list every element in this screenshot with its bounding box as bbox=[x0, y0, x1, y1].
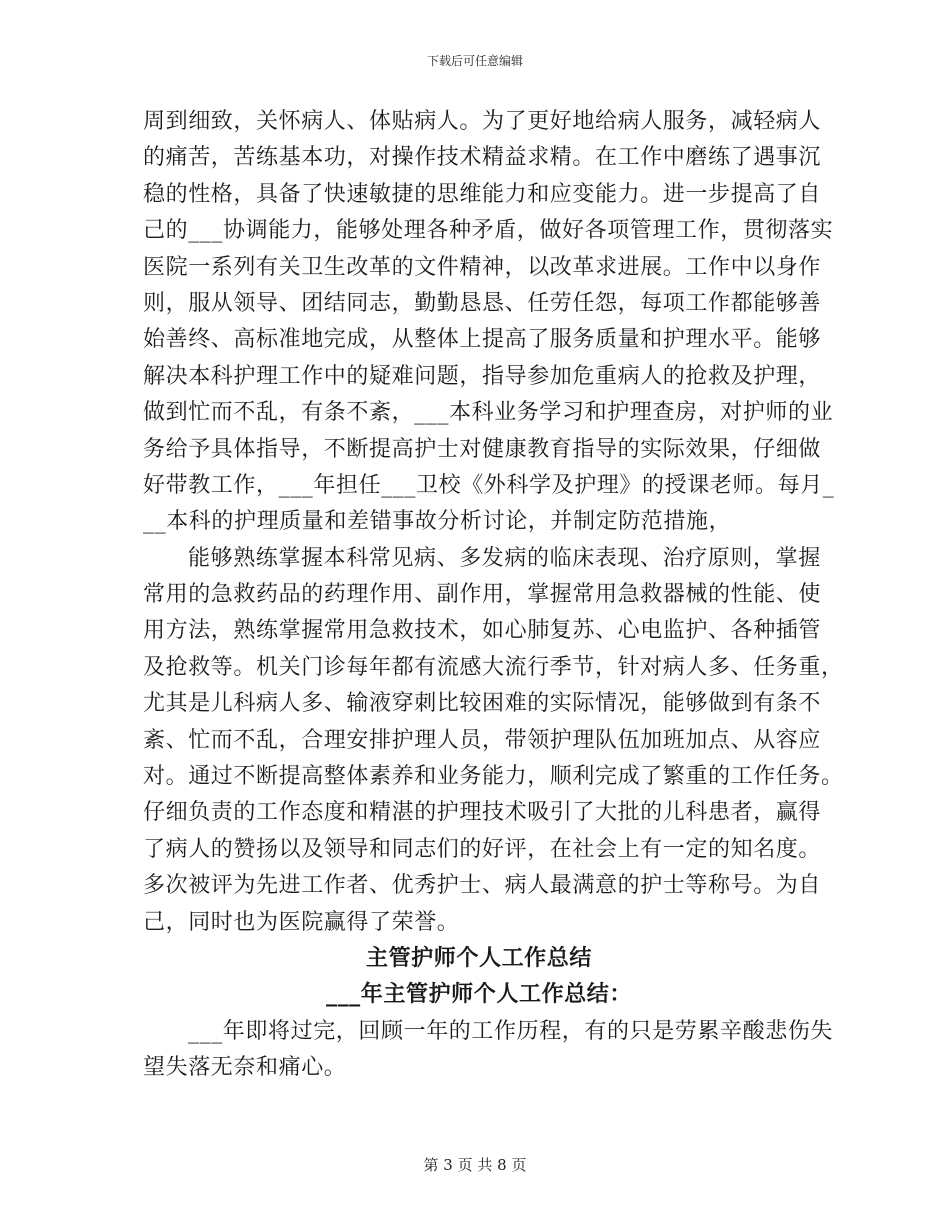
body-line: 己的___协调能力，能够处理各种矛盾，做好各项管理工作，贯彻落实 bbox=[143, 218, 834, 244]
body-line: 始善终、高标准地完成，从整体上提高了服务质量和护理水平。能够 bbox=[143, 327, 822, 353]
body-line: 的痛苦，苦练基本功，对操作技术精益求精。在工作中磨练了遇事沉 bbox=[143, 145, 822, 171]
page-number-indicator: 第 3 页 共 8 页 bbox=[423, 1156, 527, 1174]
body-line: 务给予具体指导，不断提高护士对健康教育指导的实际效果，仔细做 bbox=[143, 436, 822, 462]
document-body bbox=[143, 104, 844, 1087]
subsection-heading: ___年主管护师个人工作总结： bbox=[325, 982, 632, 1008]
body-line: 了病人的赞扬以及领导和同志们的好评，在社会上有一定的知名度。 bbox=[143, 836, 822, 862]
body-line: 紊、忙而不乱，合理安排护理人员，带领护理队伍加班加点、从容应 bbox=[143, 727, 822, 753]
body-line: 常用的急救药品的药理作用、副作用，掌握常用急救器械的性能、使 bbox=[143, 582, 822, 608]
body-line: __本科的护理质量和差错事故分析讨论，并制定防范措施， bbox=[143, 509, 732, 535]
body-line: 做到忙而不乱，有条不紊，___本科业务学习和护理查房，对护师的业 bbox=[143, 400, 834, 426]
body-line: 及抢救等。机关门诊每年都有流感大流行季节，针对病人多、任务重， bbox=[143, 654, 844, 680]
body-line: 对。通过不断提高整体素养和业务能力，顺利完成了繁重的工作任务。 bbox=[143, 764, 844, 790]
body-line: 医院一系列有关卫生改革的文件精神，以改革求进展。工作中以身作 bbox=[143, 254, 822, 280]
body-line: 用方法，熟练掌握常用急救技术，如心肺复苏、心电监护、各种插管 bbox=[143, 618, 822, 644]
body-line: 多次被评为先进工作者、优秀护士、病人最满意的护士等称号。为自 bbox=[143, 873, 822, 899]
body-line: 望失落无奈和痛心。 bbox=[143, 1055, 347, 1081]
body-line: 稳的性格，具备了快速敏捷的思维能力和应变能力。进一步提高了自 bbox=[143, 181, 822, 207]
body-line: 仔细负责的工作态度和精湛的护理技术吸引了大批的儿科患者，赢得 bbox=[143, 800, 822, 826]
body-line-paragraph-start: ___年即将过完，回顾一年的工作历程，有的只是劳累辛酸悲伤失 bbox=[188, 1018, 834, 1044]
section-heading: 主管护师个人工作总结 bbox=[365, 945, 592, 971]
body-line: 解决本科护理工作中的疑难问题，指导参加危重病人的抢救及护理， bbox=[143, 363, 822, 389]
body-line: 则，服从领导、团结同志，勤勤恳恳、任劳任怨，每项工作都能够善 bbox=[143, 290, 822, 316]
body-line: 尤其是儿科病人多、输液穿刺比较困难的实际情况，能够做到有条不 bbox=[143, 691, 822, 717]
body-line: 己，同时也为医院赢得了荣誉。 bbox=[143, 909, 460, 935]
page-header-note: 下载后可任意编辑 bbox=[426, 54, 523, 68]
body-line: 周到细致，关怀病人、体贴病人。为了更好地给病人服务，减轻病人 bbox=[143, 109, 822, 134]
body-line: 好带教工作，___年担任___卫校《外科学及护理》的授课老师。每月_ bbox=[143, 472, 835, 498]
body-line-paragraph-start: 能够熟练掌握本科常见病、多发病的临床表现、治疗原则，掌握 bbox=[188, 545, 821, 571]
